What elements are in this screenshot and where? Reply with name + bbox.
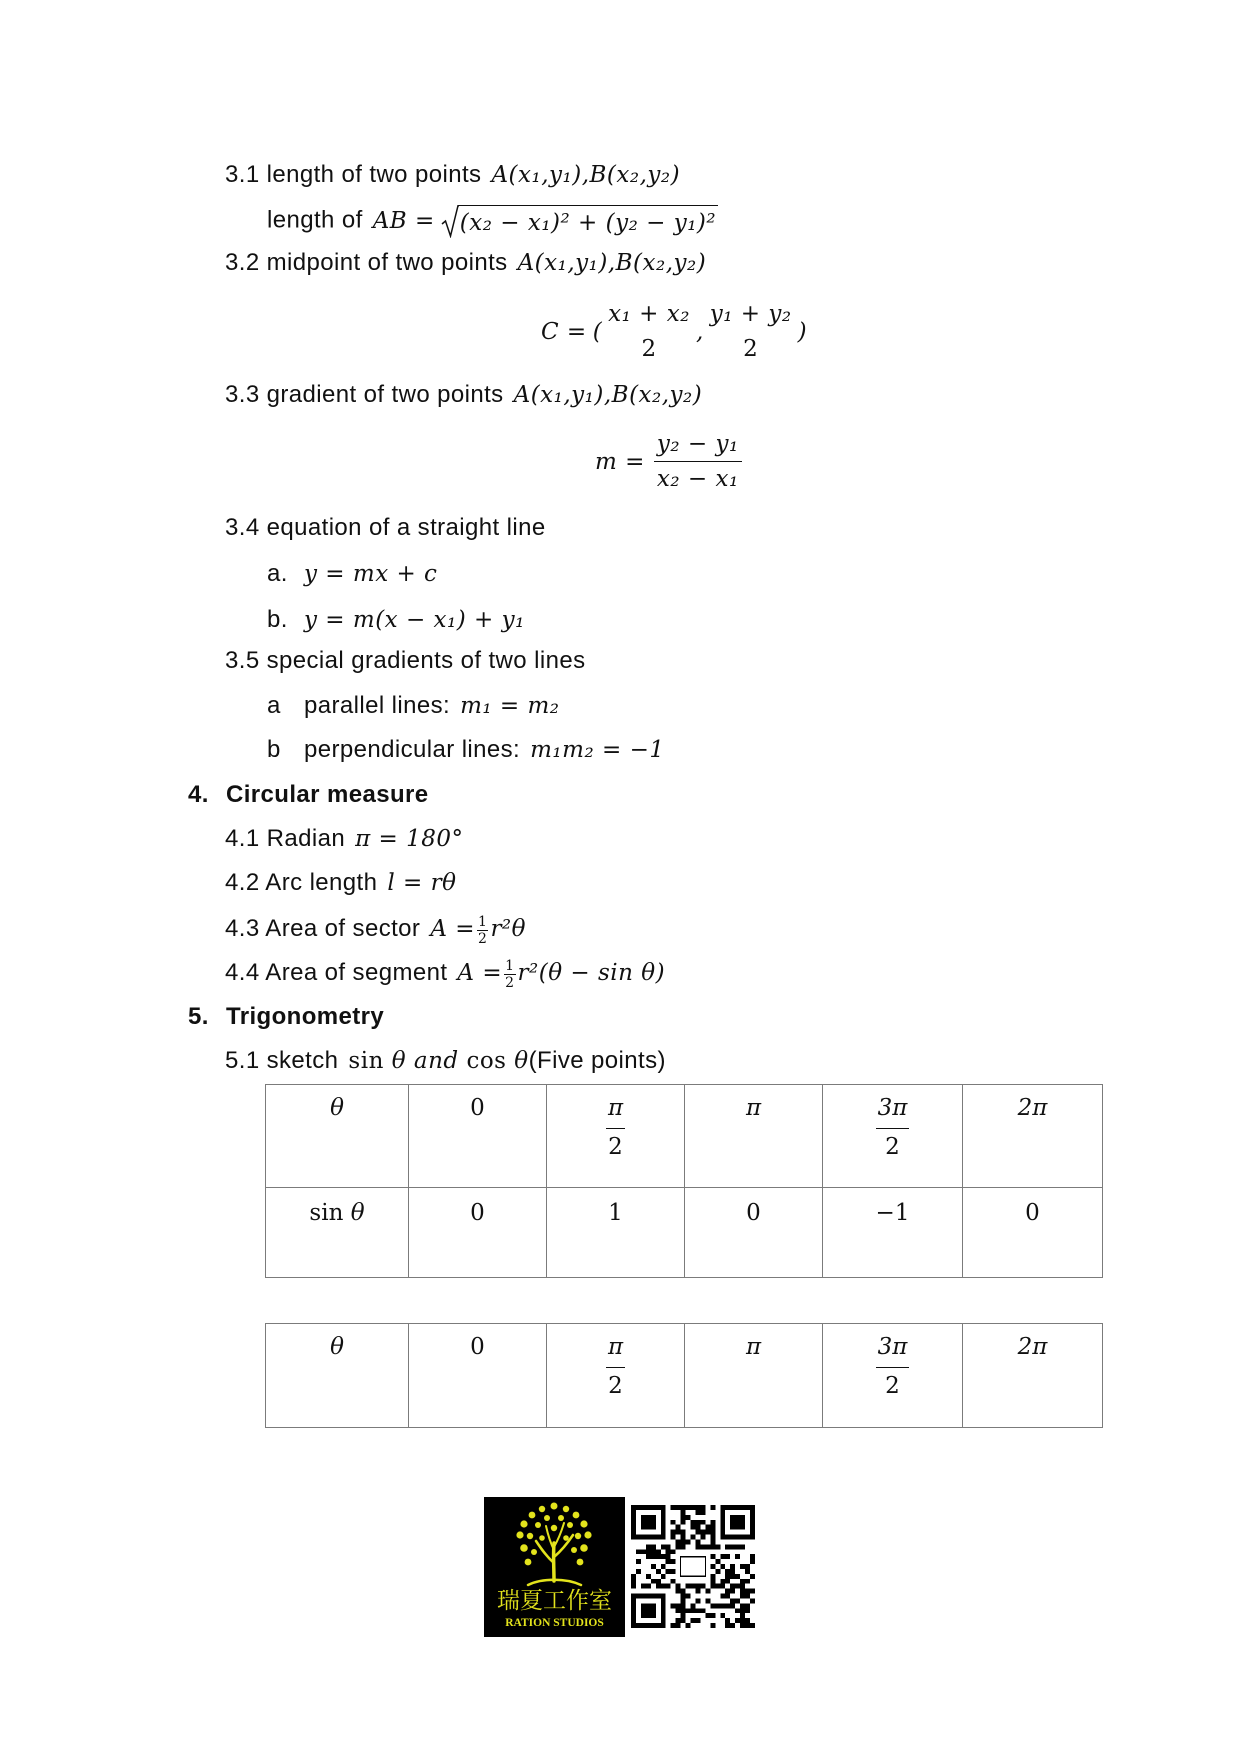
section-4-2 [225, 868, 456, 898]
gradient-condition: m₁m₂ = −1 [530, 737, 665, 763]
item-marker: a. [267, 560, 288, 587]
section-3-4 [225, 513, 546, 543]
table-cell [685, 1085, 823, 1188]
cell-value: π [745, 1095, 762, 1121]
list-item [267, 691, 560, 721]
length-formula [373, 208, 718, 234]
function-name: sin [309, 1200, 344, 1226]
table-row [266, 1188, 1103, 1278]
open-paren: ( [592, 318, 603, 345]
half-fraction [504, 959, 515, 990]
denominator: 2 [885, 1134, 900, 1160]
sketch-note: (Five points) [528, 1047, 666, 1074]
section-4-2-label: 4.2 Arc length [225, 869, 378, 896]
table-cell [409, 1324, 547, 1428]
points-formula: A(x₁,y₁),B(x₂,y₂) [517, 250, 707, 276]
function-name: cos [466, 1048, 507, 1074]
heading-title: Circular measure [226, 781, 429, 808]
item-marker: b. [267, 606, 288, 633]
heading-number: 5. [188, 1003, 209, 1030]
item-marker: a [267, 692, 281, 719]
radical-sign-icon [441, 205, 459, 238]
midpoint-formula [541, 300, 807, 363]
denominator: 2 [885, 1373, 900, 1399]
section-4-3-label: 4.3 Area of sector [225, 915, 421, 942]
table-cell [266, 1188, 409, 1278]
sketch-formula [348, 1048, 528, 1074]
function-argument: θ [514, 1048, 529, 1074]
section-3-1 [225, 160, 680, 190]
numerator: y₂ − y₁ [654, 430, 742, 462]
cell-value: 0 [470, 1095, 485, 1121]
denominator: 2 [743, 336, 759, 362]
section-5-1 [225, 1046, 666, 1076]
fraction-x [605, 300, 693, 363]
numerator: 1 [478, 913, 488, 930]
item-marker: b [267, 736, 281, 763]
heading-number: 4. [188, 781, 209, 808]
section-4-1-label: 4.1 Radian [225, 825, 346, 852]
section-3-4-label: 3.4 equation of a straight line [225, 514, 546, 541]
length-formula-line [267, 205, 718, 238]
section-3-3-label: 3.3 gradient of two points [225, 381, 504, 408]
list-item [267, 605, 525, 635]
cell-fraction [876, 1332, 910, 1401]
cell-value: 0 [470, 1200, 485, 1226]
length-label: length of [267, 206, 363, 234]
section-3-5 [225, 646, 585, 676]
fraction-y [707, 300, 795, 363]
line-equation: y = m(x − x₁) + y₁ [304, 607, 525, 633]
section-3-5-label: 3.5 special gradients of two lines [225, 647, 586, 674]
line-equation: y = mx + c [304, 561, 438, 587]
table-cell [409, 1085, 547, 1188]
cell-value: 0 [1025, 1200, 1040, 1226]
cell-value: π [745, 1334, 762, 1360]
section-4-1 [225, 824, 464, 854]
denominator: 2 [505, 974, 515, 991]
cell-value: −1 [875, 1200, 910, 1226]
section-4-3 [225, 914, 526, 946]
second-value-table [265, 1323, 1103, 1428]
close-paren: ) [797, 318, 808, 345]
qr-code-icon [631, 1505, 755, 1628]
denominator: x₂ − x₁ [656, 466, 739, 492]
table-row [266, 1324, 1103, 1428]
section-5-1-label: 5.1 sketch [225, 1047, 339, 1074]
function-argument: θ [391, 1048, 407, 1074]
table-cell [823, 1085, 963, 1188]
table-cell [685, 1324, 823, 1428]
section-3-1-label: 3.1 length of two points [225, 161, 482, 188]
length-lhs: AB = [372, 207, 435, 234]
gradient-fraction [654, 430, 742, 493]
radicand: (x₂ − x₁)² + (y₂ − y₁)² [459, 205, 718, 238]
points-formula: A(x₁,y₁),B(x₂,y₂) [513, 382, 703, 408]
table-row [266, 1085, 1103, 1188]
cell-fraction [606, 1332, 625, 1401]
table-cell [409, 1188, 547, 1278]
table-cell [963, 1324, 1103, 1428]
function-argument: θ [350, 1200, 365, 1226]
denominator: 2 [478, 930, 488, 947]
ration-studios-logo [484, 1497, 625, 1637]
table-cell [963, 1188, 1103, 1278]
item-text: parallel lines: [304, 692, 451, 719]
cell-fraction [876, 1093, 910, 1162]
cell-value: 1 [608, 1200, 623, 1226]
denominator: 2 [608, 1134, 623, 1160]
section-3-2 [225, 248, 706, 278]
qr-center-badge [681, 1557, 706, 1577]
table-cell [823, 1188, 963, 1278]
section-3-2-label: 3.2 midpoint of two points [225, 249, 508, 276]
gradient-formula [595, 430, 745, 493]
radian-formula: π = 180° [355, 826, 464, 852]
formula-rhs: r²θ [490, 916, 526, 942]
cell-value: θ [330, 1334, 344, 1360]
table-cell [823, 1324, 963, 1428]
heading-trigonometry [188, 1002, 384, 1032]
numerator: π [606, 1093, 625, 1129]
numerator: y₁ + y₂ [709, 301, 792, 327]
gradient-condition: m₁ = m₂ [460, 693, 560, 719]
gradient-lhs: m = [595, 448, 645, 475]
cell-value: 0 [746, 1200, 761, 1226]
square-root [441, 205, 718, 238]
numerator: π [606, 1332, 625, 1368]
points-formula: A(x₁,y₁),B(x₂,y₂) [491, 162, 681, 188]
cell-value: θ [330, 1095, 344, 1121]
logo-name-en: RATION STUDIOS [505, 1617, 604, 1629]
numerator: x₁ + x₂ [608, 301, 690, 327]
formula-lhs: A = [457, 960, 503, 986]
table-cell [685, 1188, 823, 1278]
list-item [267, 735, 664, 765]
cell-fraction [606, 1093, 625, 1162]
table-cell [963, 1085, 1103, 1188]
table-cell [266, 1324, 409, 1428]
cell-value: 2π [1017, 1334, 1048, 1360]
cell-value: 0 [470, 1334, 485, 1360]
separator: , [695, 318, 704, 345]
function-name: sin [348, 1048, 384, 1074]
denominator: 2 [641, 336, 657, 362]
numerator: 3π [876, 1332, 910, 1368]
section-4-4 [225, 958, 665, 990]
heading-circular-measure [188, 780, 429, 810]
logo-name-cn: 瑞夏工作室 [497, 1588, 612, 1614]
segment-area-formula [457, 957, 666, 991]
table-cell [266, 1085, 409, 1188]
sine-value-table [265, 1084, 1103, 1278]
item-text: perpendicular lines: [304, 736, 521, 763]
list-item [267, 559, 437, 589]
midpoint-lhs: C = [541, 318, 587, 345]
formula-rhs: r²(θ − sin θ) [517, 960, 666, 986]
table-cell [547, 1085, 685, 1188]
table-cell [547, 1324, 685, 1428]
formula-lhs: A = [430, 916, 476, 942]
half-fraction [477, 915, 488, 946]
cell-value: 2π [1017, 1095, 1048, 1121]
sector-area-formula [430, 913, 526, 947]
heading-title: Trigonometry [226, 1003, 385, 1030]
section-4-4-label: 4.4 Area of segment [225, 959, 448, 986]
section-3-3 [225, 380, 702, 410]
denominator: 2 [608, 1373, 623, 1399]
arc-length-formula: l = rθ [387, 870, 457, 896]
table-cell [547, 1188, 685, 1278]
numerator: 1 [505, 957, 515, 974]
numerator: 3π [876, 1093, 910, 1129]
conjunction: and [413, 1048, 459, 1074]
